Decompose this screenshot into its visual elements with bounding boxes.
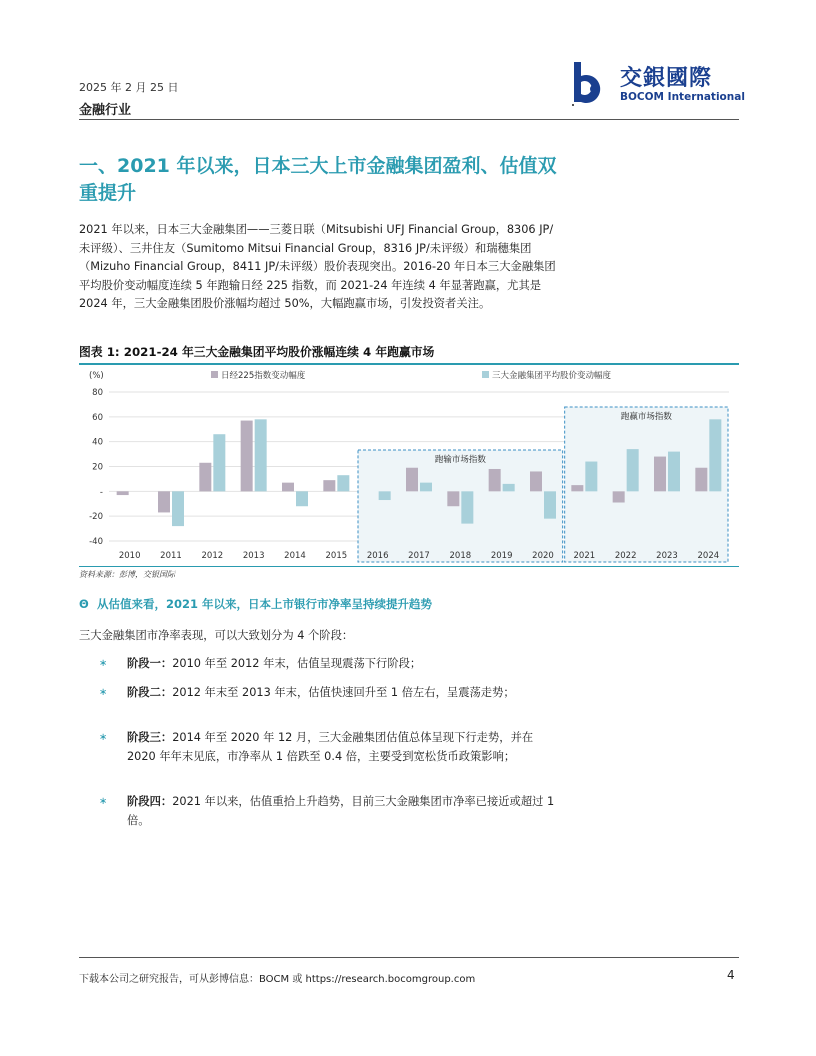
x-tick-label: 2015: [325, 551, 348, 561]
bar: [296, 491, 308, 506]
bar-chart: [79, 366, 739, 566]
bullet-text: 2010 年至 2012 年末，估值呈现震荡下行阶段；: [172, 657, 422, 670]
report-sector: 金融行业: [79, 103, 132, 118]
y-tick-label: 80: [92, 388, 103, 398]
logo-english-name: BOCOM International: [620, 91, 745, 103]
figure-title: 图表 1: 2021-24 年三大金融集团平均股价涨幅连续 4 年跑赢市场: [79, 345, 435, 359]
logo-chinese-name: 交銀國際: [620, 66, 713, 91]
bar: [447, 491, 459, 506]
bar: [282, 483, 294, 492]
footer-divider: [79, 957, 739, 958]
legend-label: 日经225指数变动幅度: [221, 371, 306, 381]
bullet-head: 阶段二：: [127, 686, 173, 699]
y-tick-label: 40: [92, 437, 103, 448]
section-paragraph: 2021 年以来，日本三大金融集团——三菱日联（Mitsubishi UFJ Financial Group，8306 JP/未评级）、三井住友（Sumitomo Mitsui Financial Group，8316 JP/未评级）和瑞穗集团（Mizuho Financial Group，8411 JP/未评级）股价表现突出。2016-20 年日本三大金融集团平均股价变动幅度连续 5 年跑输日经 225 指数，而 2021-24 年连续 4 年显著跑赢，尤其是 2024 年，三大金融集团股价涨幅均超过 50%，大幅跑赢市场，引发投资者关注。: [79, 223, 556, 311]
y-axis-label: (%): [89, 371, 104, 381]
x-tick-label: 2020: [532, 551, 554, 561]
bar: [172, 491, 184, 526]
subsection-title: 从估值来看，2021 年以来，日本上市银行市净率呈持续提升趋势: [97, 597, 433, 611]
bar: [379, 491, 391, 500]
y-tick-label: 60: [92, 412, 103, 423]
bar: [199, 463, 211, 492]
subsection-marker: Θ: [79, 597, 89, 611]
bar: [406, 468, 418, 492]
subsection-intro: 三大金融集团市净率表现，可以大致划分为 4 个阶段：: [79, 629, 354, 642]
bar: [654, 457, 666, 492]
bar: [544, 491, 556, 518]
annotation-label: 跑赢市场指数: [620, 412, 672, 422]
y-tick-label: 20: [92, 462, 103, 473]
bar: [709, 419, 721, 491]
bar: [461, 491, 473, 523]
report-date: 2025 年 2 月 25 日: [79, 81, 179, 94]
bar: [613, 491, 625, 502]
header-divider: [79, 119, 739, 120]
bar: [530, 471, 542, 491]
bullet-marker: ∗: [99, 658, 108, 669]
bar: [503, 484, 515, 491]
bar: [158, 491, 170, 512]
y-tick-label: -40: [89, 537, 103, 547]
legend-swatch: [482, 371, 489, 378]
bar: [571, 485, 583, 491]
bullet-marker: ∗: [99, 687, 108, 698]
bullet-item: [99, 729, 559, 766]
bullet-text: 2021 年以来，估值重拾上升趋势，目前三大金融集团市净率已接近或超过 1 倍。: [127, 795, 555, 827]
x-tick-label: 2010: [118, 551, 141, 561]
x-tick-label: 2024: [697, 551, 720, 561]
bullet-text: 2014 年至 2020 年 12 月，三大金融集团估值总体呈现下行走势，并在 2020 年年末见底，市净率从 1 倍跌至 0.4 倍，主要受到宽松货币政策影响；: [127, 731, 534, 763]
legend-label: 三大金融集团平均股价变动幅度: [492, 371, 612, 381]
bullet-marker: ∗: [99, 732, 108, 743]
x-tick-label: 2016: [366, 551, 389, 561]
x-tick-label: 2019: [490, 551, 513, 561]
section-title: 一、2021 年以来，日本三大上市金融集团盈利、估值双重提升: [79, 155, 557, 204]
x-tick-label: 2017: [408, 551, 430, 561]
bar: [323, 480, 335, 491]
bullet-head: 阶段四：: [127, 795, 173, 808]
bullet-text: 2012 年末至 2013 年末，估值快速回升至 1 倍左右，呈震荡走势；: [172, 686, 515, 699]
bar: [695, 468, 707, 492]
bullet-head: 阶段三：: [127, 731, 173, 744]
x-tick-label: 2023: [656, 551, 678, 561]
y-tick-label: -: [99, 487, 103, 498]
bar: [117, 491, 129, 495]
figure-top-rule: [79, 363, 739, 365]
x-tick-label: 2011: [160, 551, 182, 561]
bar: [241, 421, 253, 492]
x-tick-label: 2012: [201, 551, 224, 561]
x-tick-label: 2022: [614, 551, 637, 561]
annotation-label: 跑输市场指数: [434, 455, 486, 465]
logo-mark-icon: [572, 60, 616, 108]
bar: [627, 449, 639, 491]
figure-bottom-rule: [79, 566, 739, 567]
page-number: 4: [727, 968, 735, 982]
x-tick-label: 2018: [449, 551, 472, 561]
bar: [489, 469, 501, 491]
bullet-head: 阶段一：: [127, 657, 173, 670]
company-logo: [572, 60, 747, 108]
decorative-dot: [572, 104, 574, 106]
bar: [213, 434, 225, 491]
bullet-marker: ∗: [99, 796, 108, 807]
annotation-box: [358, 450, 563, 562]
subsection-heading: [79, 596, 432, 612]
x-tick-label: 2014: [284, 551, 306, 561]
figure-source: 资料来源：彭博，交银国际: [79, 570, 175, 579]
legend-swatch: [211, 371, 218, 378]
bar: [255, 419, 267, 491]
y-tick-label: -20: [89, 512, 103, 523]
footer-text: 下载本公司之研究报告，可从彭博信息：BOCM 或 https://research.bocomgroup.com: [79, 974, 476, 985]
bar: [420, 483, 432, 492]
x-tick-label: 2013: [242, 551, 265, 561]
bullet-item: [99, 793, 559, 830]
bullet-item: [99, 655, 559, 674]
x-tick-label: 2021: [573, 551, 596, 561]
bar: [668, 452, 680, 492]
bar: [337, 475, 349, 491]
bullet-item: [99, 684, 559, 703]
bar: [585, 462, 597, 492]
